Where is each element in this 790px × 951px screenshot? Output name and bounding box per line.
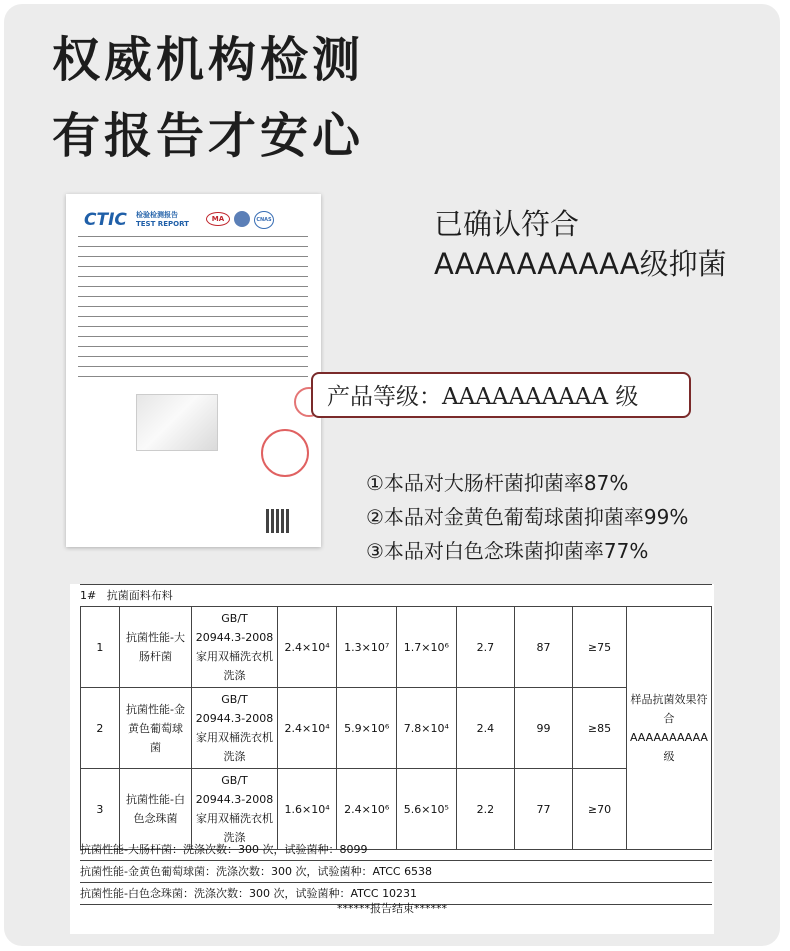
inhibition-rates [366, 466, 688, 568]
report-end-marker: ******报告结束****** [337, 902, 447, 915]
confirm-callout: 已确认符合 AAAAAAAAAA级抑菌 [434, 207, 727, 281]
table-row: 1 抗菌性能-大肠杆菌 GB/T 20944.3-2008 家用双桶洗衣机洗涤 2.4×10⁴ 1.3×10⁷ 1.7×10⁶ 2.7 87 ≥75 样品抗菌效果符合AAAAAAAAAA 级 [81, 607, 712, 688]
note-line: 抗菌性能-白色念珠菌：洗涤次数：300 次，试验菌种：ATCC 10231 [80, 883, 712, 905]
note-line: 抗菌性能-金黄色葡萄球菌：洗涤次数：300 次，试验菌种：ATCC 6538 [80, 861, 712, 883]
headline-line1: 权威机构检测 [52, 32, 365, 88]
rate-item-1: ①本品对大肠杆菌抑菌率87% [366, 471, 629, 495]
table-row: 2 抗菌性能-金黄色葡萄球菌 GB/T 20944.3-2008 家用双桶洗衣机洗涤 2.4×10⁴ 5.9×10⁶ 7.8×10⁴ 2.4 99 ≥85 [81, 688, 712, 769]
conclusion-cell: 样品抗菌效果符合AAAAAAAAAA 级 [626, 607, 711, 850]
sample-photo [136, 394, 218, 451]
product-detail-card [4, 4, 780, 946]
test-results-table-image [70, 584, 714, 934]
ilac-badge-icon [234, 211, 250, 227]
table-row: 3 抗菌性能-白色念珠菌 GB/T 20944.3-2008 家用双桶洗衣机洗涤 1.6×10⁴ 2.4×10⁶ 5.6×10⁵ 2.2 77 ≥70 [81, 769, 712, 850]
rate-item-3: ③本品对白色念珠菌抑菌率77% [366, 539, 649, 563]
test-notes [80, 839, 712, 905]
note-line: 抗菌性能-大肠杆菌：洗涤次数：300 次，试验菌种：8099 [80, 839, 712, 861]
report-logo: CTIC [84, 210, 127, 230]
results-table [80, 606, 712, 850]
rate-item-2: ②本品对金黄色葡萄球菌抑菌率99% [366, 505, 689, 529]
ma-badge-icon: MA [206, 212, 230, 226]
qr-code-icon [266, 509, 290, 533]
grade-label: 产品等级：AAAAAAAAAA 级 [311, 372, 691, 418]
cnas-badge-icon: CNAS [254, 211, 274, 229]
report-text-lines [78, 236, 308, 386]
test-report-image [66, 194, 321, 547]
official-seal-icon [261, 429, 309, 477]
headline-line2: 有报告才安心 [52, 108, 365, 164]
report-title: 检验检测报告 TEST REPORT [136, 211, 189, 229]
table-caption: 1# 抗菌面料布料 [80, 586, 712, 607]
